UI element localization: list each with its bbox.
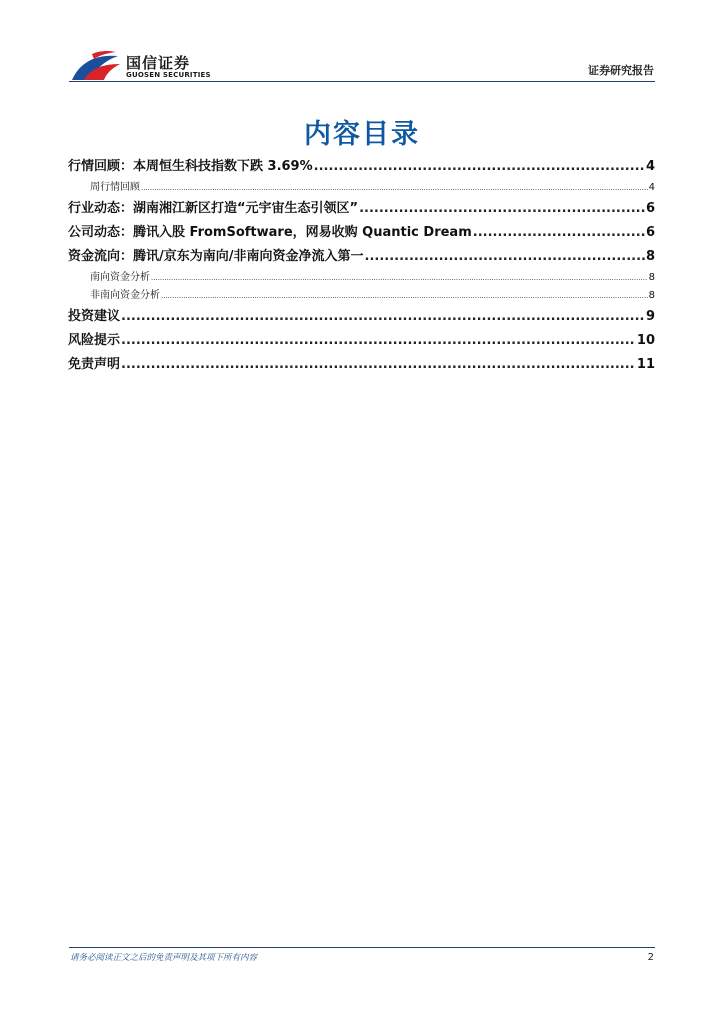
toc-entry-page: 9 xyxy=(645,309,655,324)
toc-entry-page: 8 xyxy=(648,290,655,301)
header-divider xyxy=(69,81,655,82)
toc-entry-title: 资金流向：腾讯/京东为南向/非南向资金净流入第一 xyxy=(68,249,364,264)
table-of-contents xyxy=(68,155,655,377)
toc-entry-title: 公司动态：腾讯入股 FromSoftware，网易收购 Quantic Dream xyxy=(68,225,472,240)
footer-divider xyxy=(69,947,655,948)
toc-entry-page: 4 xyxy=(645,159,655,174)
logo-chinese-name: 国信证券 xyxy=(126,54,191,72)
guosen-logo-icon xyxy=(70,50,122,84)
toc-entry-page: 4 xyxy=(648,182,655,193)
toc-entry[interactable] xyxy=(68,155,655,179)
toc-title: 内容目录 xyxy=(304,119,420,150)
footer-disclaimer: 请务必阅读正文之后的免责声明及其项下所有内容 xyxy=(70,953,258,963)
toc-entry-title: 南向资金分析 xyxy=(90,272,150,283)
toc-entry[interactable] xyxy=(68,329,655,353)
toc-subentry[interactable] xyxy=(68,269,655,287)
toc-entry-page: 6 xyxy=(645,201,655,216)
toc-leader-dots xyxy=(141,179,648,197)
toc-leader-dots xyxy=(365,245,645,269)
toc-entry-title: 行情回顾：本周恒生科技指数下跌 3.69% xyxy=(68,159,313,174)
toc-entry-page: 6 xyxy=(645,225,655,240)
toc-entry-title: 行业动态：湖南湘江新区打造“元宇宙生态引领区” xyxy=(68,201,359,216)
toc-leader-dots xyxy=(473,221,645,245)
toc-entry-title: 投资建议 xyxy=(68,309,121,324)
toc-entry-page: 11 xyxy=(636,357,655,372)
toc-leader-dots xyxy=(121,329,636,353)
toc-leader-dots xyxy=(314,155,645,179)
toc-leader-dots xyxy=(121,305,645,329)
toc-entry-title: 周行情回顾 xyxy=(90,182,140,193)
toc-leader-dots xyxy=(151,269,648,287)
toc-entry[interactable] xyxy=(68,197,655,221)
toc-entry-page: 8 xyxy=(645,249,655,264)
toc-entry-title: 免责声明 xyxy=(68,357,121,372)
page-number: 2 xyxy=(647,952,654,963)
toc-entry-title: 风险提示 xyxy=(68,333,121,348)
toc-entry[interactable] xyxy=(68,305,655,329)
report-type-label: 证券研究报告 xyxy=(588,64,654,77)
toc-subentry[interactable] xyxy=(68,287,655,305)
toc-entry-page: 10 xyxy=(636,333,655,348)
toc-leader-dots xyxy=(161,287,648,305)
toc-entry-title: 非南向资金分析 xyxy=(90,290,160,301)
guosen-logo xyxy=(70,50,250,84)
page-header xyxy=(0,0,724,90)
toc-entry[interactable] xyxy=(68,221,655,245)
toc-leader-dots xyxy=(121,353,636,377)
toc-leader-dots xyxy=(359,197,645,221)
logo-english-name: GUOSEN SECURITIES xyxy=(126,71,211,79)
toc-subentry[interactable] xyxy=(68,179,655,197)
toc-entry[interactable] xyxy=(68,353,655,377)
toc-entry-page: 8 xyxy=(648,272,655,283)
toc-entry[interactable] xyxy=(68,245,655,269)
